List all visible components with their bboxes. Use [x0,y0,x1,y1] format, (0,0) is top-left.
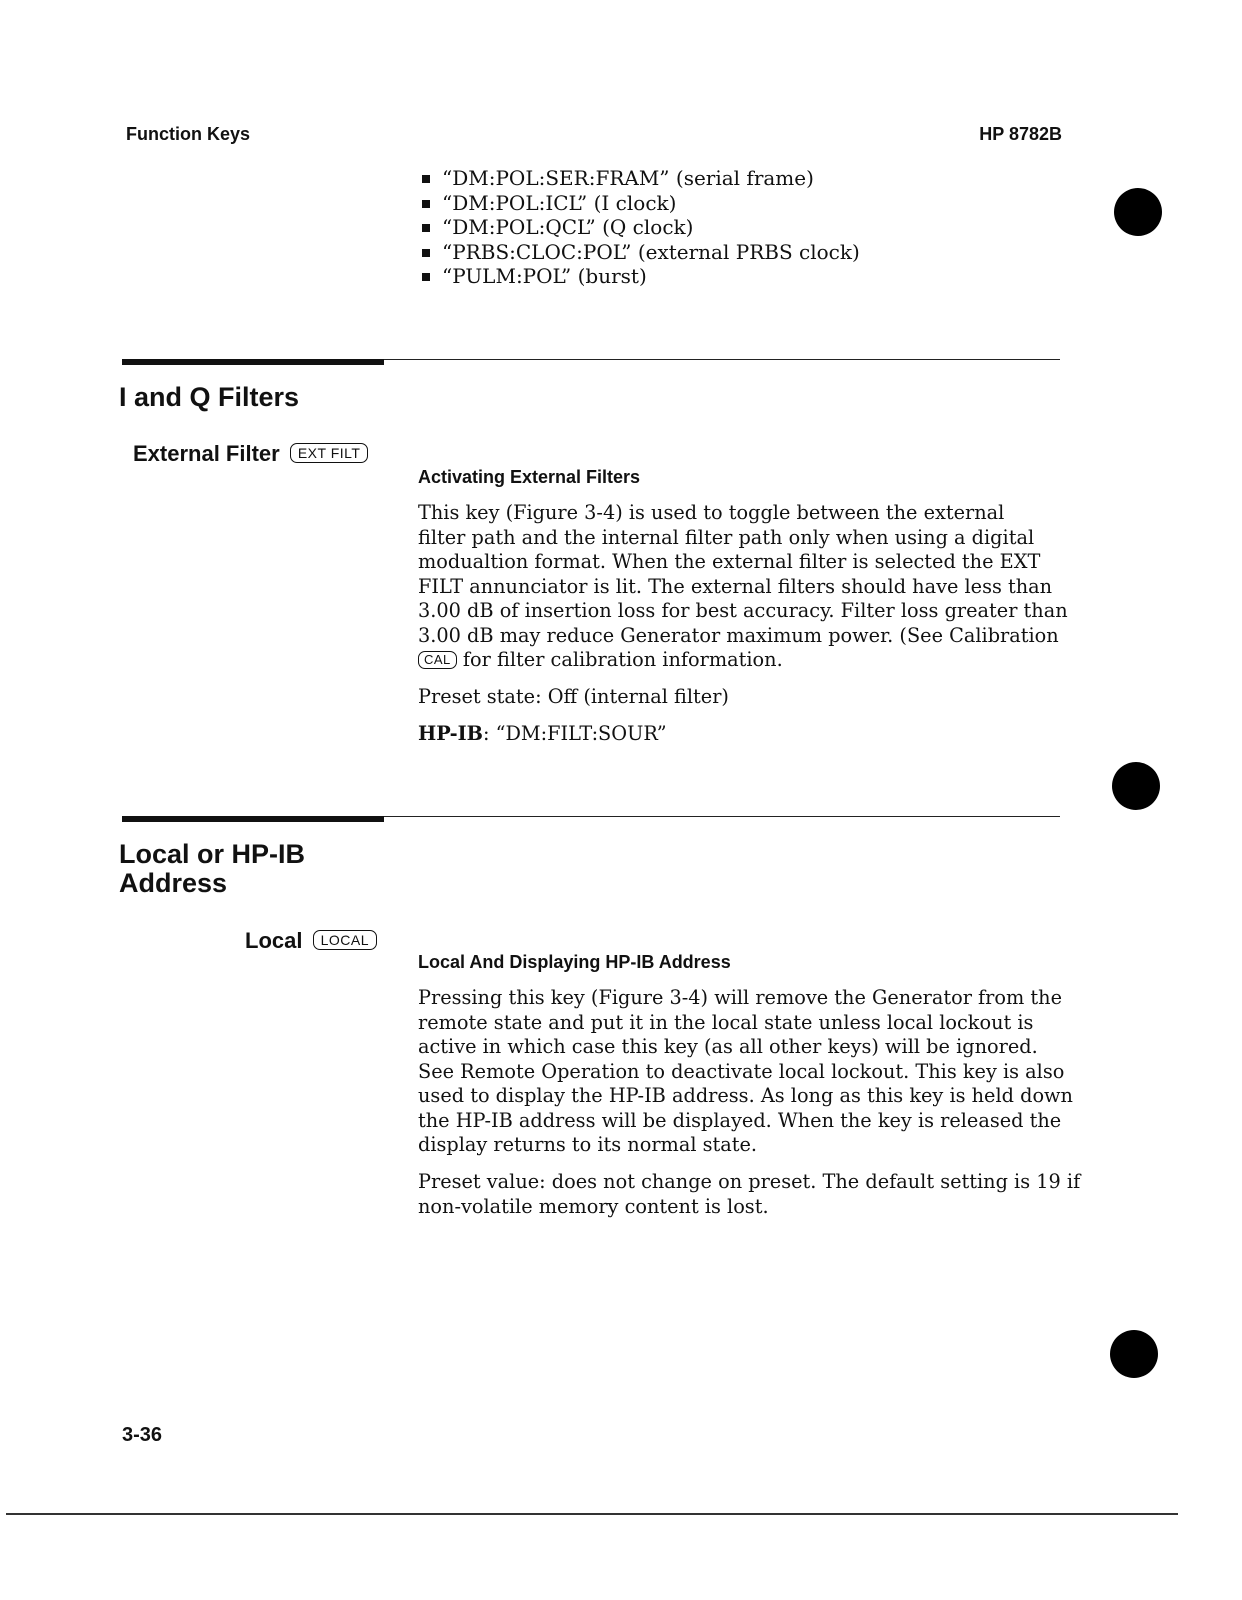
subsection-title: Local And Displaying HP-IB Address [418,952,731,972]
section-title-local-hpib: Local or HP-IB Address [119,839,306,898]
running-header-right: HP 8782B [979,124,1062,144]
bullet-square-icon [422,200,430,208]
section-title-iq-filters: I and Q Filters [119,382,300,412]
preset-value-paragraph: Preset value: does not change on preset. The default setting is 19 if non-volatile memory content is lost. [418,1170,1081,1218]
bullet-square-icon [422,175,430,183]
ext-filt-keycap: EXT FILT [290,443,369,463]
key-label-local: Local LOCAL [245,928,377,954]
hpib-command: HP-IB: “DM:FILT:SOUR” [418,722,667,745]
bullet-square-icon [422,273,430,281]
description-paragraph: This key (Figure 3-4) is used to toggle between the external filter path and the internal filter path only when using a digital modualtion format. When the external filter is selected the EXT FILT annunciator is lit. The external filters should have less than 3.00 dB of insertion loss for best accuracy. Filter loss greater than 3.00 dB may reduce Generator maximum power. (See Calibration CAL for filter calibration information. [418,501,1068,671]
list-item: “DM:POL:ICL” (I clock) [420,191,860,216]
bullet-square-icon [422,249,430,257]
binding-hole-mark [1114,188,1162,236]
binding-hole-mark [1112,762,1160,810]
section-rule-accent [122,359,384,365]
subsection-title: Activating External Filters [418,467,641,487]
local-keycap: LOCAL [313,930,377,950]
list-item: “DM:POL:SER:FRAM” (serial frame) [420,166,860,191]
description-paragraph: Pressing this key (Figure 3-4) will remove the Generator from the remote state and put it in the local state unless local lockout is active in which case this key (as all other keys) will be ignored. See Remote Operation to deactivate local lockout. This key is also used to display the HP-IB address. As long as this key is held down the HP-IB address will be displayed. When the key is released the display returns to its normal state. [418,986,1073,1156]
key-label-external-filter: External Filter EXT FILT [133,441,368,467]
list-item: “PRBS:CLOC:POL” (external PRBS clock) [420,240,860,265]
list-item: “PULM:POL” (burst) [420,264,860,289]
page-bottom-rule [6,1513,1178,1515]
binding-hole-mark [1110,1330,1158,1378]
cal-keycap: CAL [418,651,457,669]
section-rule-accent [122,816,384,822]
bullet-square-icon [422,224,430,232]
list-item: “DM:POL:QCL” (Q clock) [420,215,860,240]
hpib-command-list [420,166,860,289]
running-header-left: Function Keys [126,124,251,144]
preset-state: Preset state: Off (internal filter) [418,685,729,708]
page-number: 3-36 [122,1424,163,1446]
